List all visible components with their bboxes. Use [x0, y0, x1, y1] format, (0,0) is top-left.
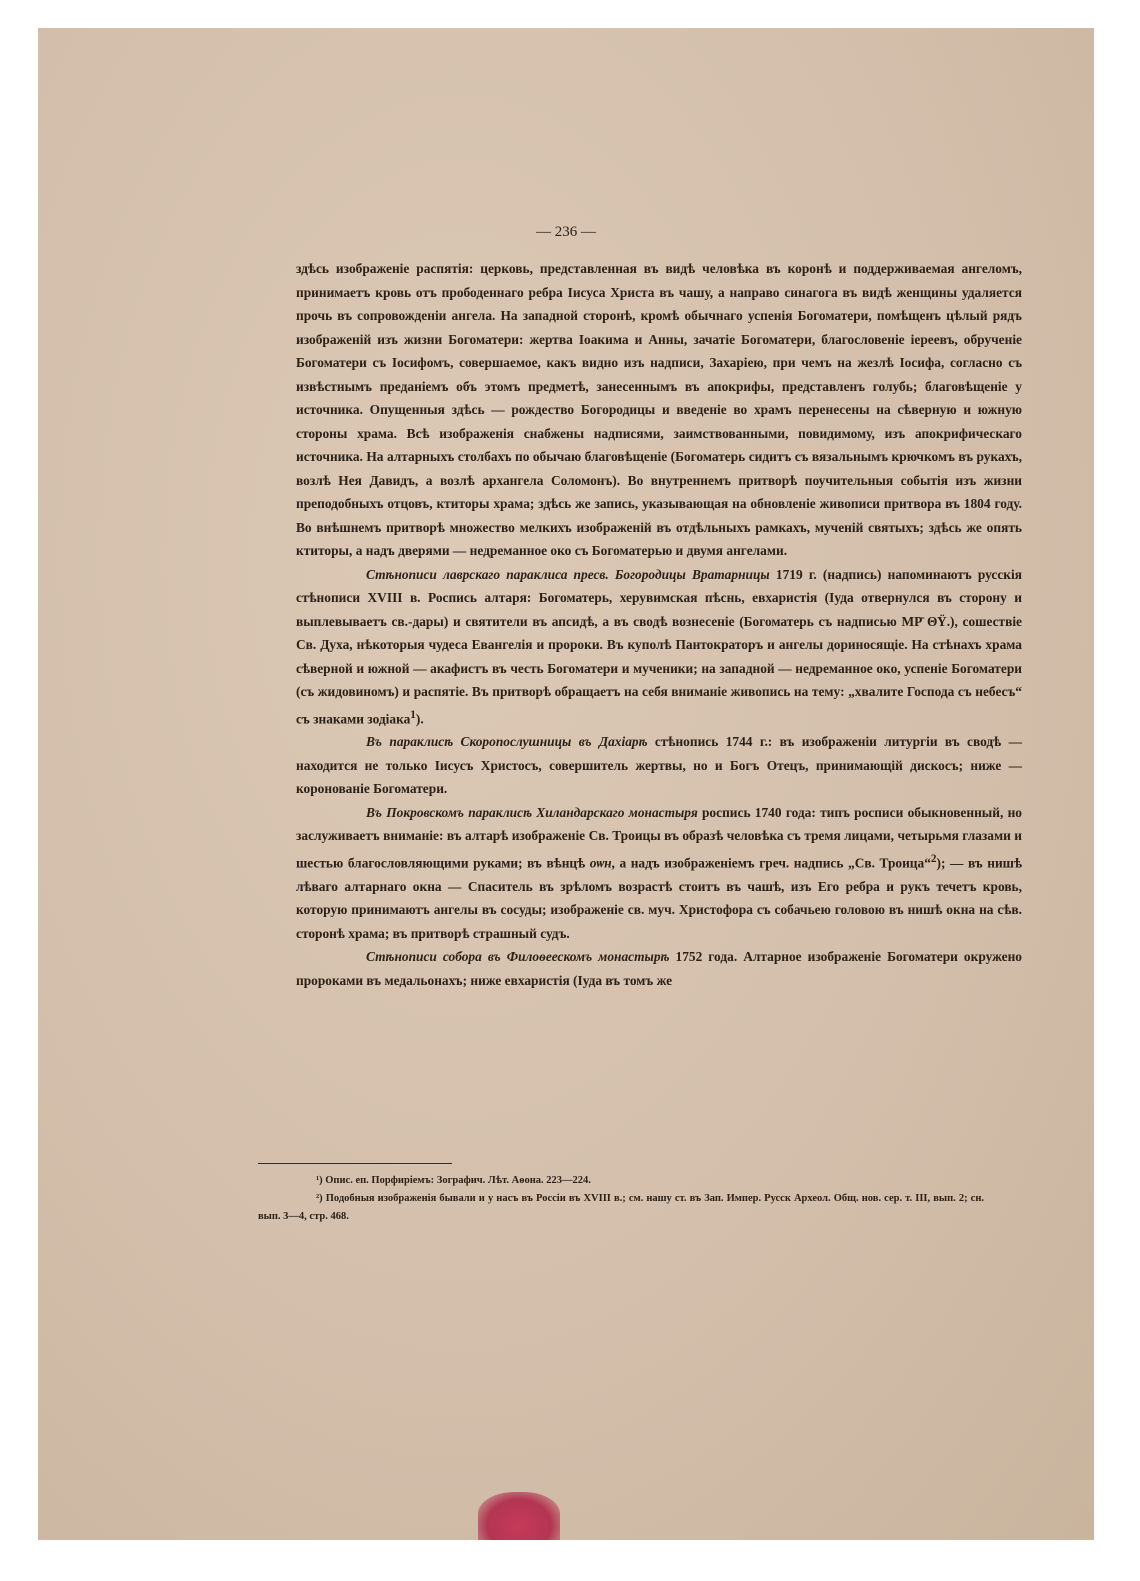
footnote-ref-1: 1 — [410, 708, 416, 721]
paragraph-3-heading: Въ параклисѣ Скоропослушницы въ Дахіарѣ — [366, 734, 648, 750]
paragraph-4-body-b: , а надъ изображеніемъ греч. надпись „Св. Троица“ — [611, 855, 931, 871]
scanned-page — [38, 28, 1094, 1540]
paragraph-2-heading: Стѣнописи лаврскаго параклиса пресв. Богородицы Вратарницы — [366, 566, 770, 582]
paragraph-4-greek: оѡн — [589, 855, 612, 871]
paragraph-4-body-a: роспись 1740 года: типъ росписи обыкновенный, но заслуживаетъ вниманіе: въ алтарѣ изображеніе Св. Троицы въ образѣ человѣка съ тремя лицами, четырьмя глазами и шестью благословляющими руками; въ вѣнцѣ — [296, 804, 1022, 871]
body-text — [296, 257, 1022, 992]
paragraph-1: здѣсь изображеніе распятія: церковь, представленная въ видѣ человѣка въ коронѣ и поддерживаемая ангеломъ, принимаетъ кровь отъ прободеннаго ребра Іисуса Христа въ чашу, а направо синагога въ видѣ женщины удаляется прочь въ сопровожденіи ангела. На западной сторонѣ, кромѣ обычнаго успенія Богоматери, помѣщенъ цѣлый рядъ изображеній изъ жизни Богоматери: жертва Іоакима и Анны, зачатіе Богоматери, благословеніе іереевъ, обрученіе Богоматери съ Іосифомъ, совершаемое, какъ видно изъ надписи, Захаріею, при чемъ на жезлѣ Іосифа, согласно съ извѣстнымъ преданіемъ объ этомъ предметѣ, занесеннымъ въ апокрифы, представленъ голубь; благовѣщеніе у источника. Опущенныя здѣсь — рождество Богородицы и введеніе во храмъ перенесены на сѣверную и южную стороны храма. Всѣ изображенія снабжены надписями, заимствованными, повидимому, изъ апокрифическаго источника. На алтарныхъ столбахъ по обычаю благовѣщеніе (Богоматерь сидитъ съ вязальнымъ крючкомъ въ рукахъ, возлѣ Нея Давидъ, а возлѣ архангела Соломонъ). Во внутреннемъ притворѣ поучительныя событія изъ жизни преподобныхъ отцовъ, ктиторы храма; здѣсь же запись, указывающая на обновленіе живописи притвора въ 1804 году. Во внѣшнемъ притворѣ множество мелкихъ изображеній въ отдѣльныхъ рамкахъ, мученій святыхъ; здѣсь же опять ктиторы, а надъ дверями — недреманное око съ Богоматерью и двумя ангелами. — [296, 261, 1022, 558]
paragraph-5-heading: Стѣнописи собора въ Филоѳеескомъ монастырѣ — [366, 949, 670, 965]
footnotes — [258, 1172, 984, 1226]
paragraph-3-body: стѣнопись 1744 г.: въ изображеніи литургіи въ сводѣ — находится не только Іисусъ Христосъ, совершитель жертвы, но и Богъ Отецъ, принимающій дискосъ; ниже — коронованіе Богоматери. — [296, 734, 1022, 797]
paragraph-5-body: 1752 года. Алтарное изображеніе Богоматери окружено пророками въ медальонахъ; ниже евхаристія (Іуда въ томъ же — [296, 949, 1022, 988]
paragraph-2-end: ). — [415, 710, 424, 726]
paragraph-3 — [296, 730, 1022, 801]
paragraph-4-body-c: ); — въ нишѣ лѣваго алтарнаго окна — Спаситель въ зрѣломъ возрастѣ стоитъ въ чашѣ, изъ Его ребра и рукъ течетъ кровь, которую принимаютъ ангелы въ сосуды; изображеніе св. муч. Христофора съ собачьею головою въ нишѣ окна на сѣв. сторонѣ храма; въ притворѣ страшный судъ. — [296, 855, 1023, 941]
footnote-2: ²) Подобныя изображенія бывали и у насъ въ Россіи въ XVIII в.; см. нашу ст. въ Зап. Импер. Русск Археол. Общ. нов. сер. т. III, вып. 2; сн. вып. 3—4, стр. 468. — [258, 1193, 984, 1222]
footnote-ref-2: 2 — [930, 852, 937, 865]
page-number: — 236 — — [536, 224, 596, 240]
footnote-1: ¹) Опис. еп. Порфиріемъ: Зографич. Лѣт. Аѳона. 223—224. — [316, 1175, 591, 1186]
footnote-divider — [258, 1163, 452, 1164]
page-stain — [478, 1492, 560, 1540]
paragraph-2 — [296, 563, 1022, 731]
paragraph-4-heading: Въ Покровскомъ параклисѣ Хиландарскаго монастыря — [366, 804, 698, 820]
paragraph-2-body: 1719 г. (надпись) напоминаютъ русскія стѣнописи XVIII в. Роспись алтаря: Богоматерь, херувимская пѣснь, евхаристія (Іуда отвернулся въ сторону и выплевываетъ св.-дары) и святители въ апсидѣ, а въ сводѣ вознесеніе (Богоматерь съ надписью МР̄ ΘΫ.), сошествіе Св. Духа, нѣкоторыя чудеса Евангелія и пророки. Въ куполѣ Пантократоръ и ангелы дориносящіе. На стѣнахъ храма сѣверной и южной — акафистъ въ честь Богоматери и мученики; на западной — недреманное око, успеніе Богоматери (съ жидовиномъ) и распятіе. Въ притворѣ обращаетъ на себя вниманіе живопись на тему: „хвалите Господа съ небесъ“ съ знаками зодіака — [296, 566, 1022, 726]
paragraph-4 — [296, 801, 1022, 945]
paragraph-5 — [296, 945, 1022, 992]
